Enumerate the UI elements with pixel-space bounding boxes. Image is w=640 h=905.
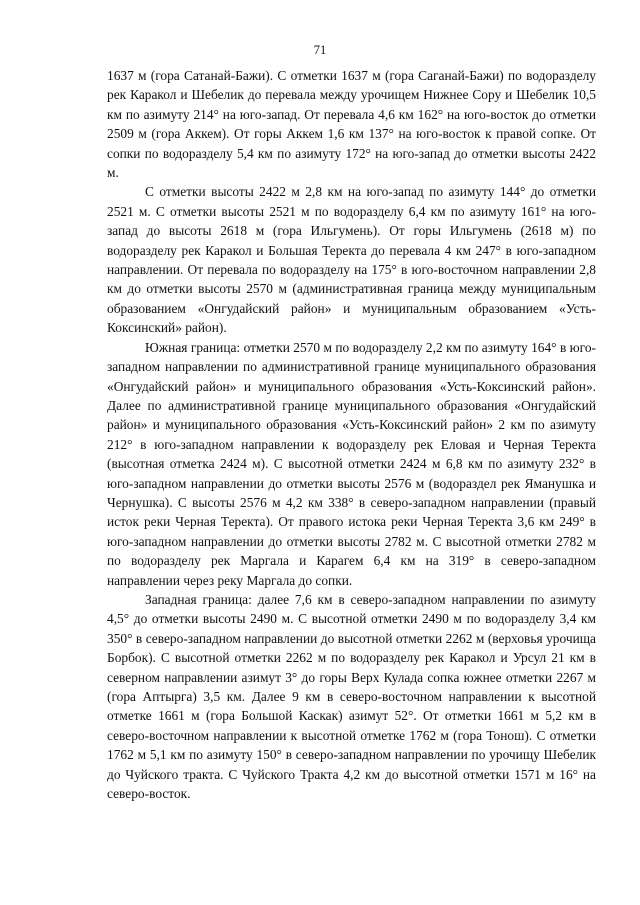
paragraph-continuation: 1637 м (гора Сатанай-Бажи). С отметки 1637 м (гора Саганай-Бажи) по водоразделу рек Каракол и Шебелик до перевала между урочищем Нижнее Сору и Шебелик 10,5 км по азимуту 214° на юго-запад. От перевала 4,6 км 162° на юго-восток до отметки 2509 м (гора Аккем). От горы Аккем 1,6 км 137° на юго-восток к правой сопке. От сопки по водоразделу 5,4 км по азимуту 172° на юго-запад до отметки высоты 2422 м. bbox=[107, 68, 596, 181]
paragraph-west-boundary: Западная граница: далее 7,6 км в северо-западном направлении по азимуту 4,5° до отметки высоты 2490 м. С высотной отметки 2490 м по водоразделу 3,4 км 350° в северо-западном направлении до высотной отметки 2262 м (верховья урочища Борбок). С высотной отметки 2262 м по водоразделу рек Каракол и Урсул 21 км в северном направлении азимут 3° до горы Верх Кулада сопка южнее отметки 2267 м (гора Аптырга) 3,5 км. Далее 9 км в северо-восточном направлении к высотной отметке 1661 м (гора Большой Каскак) азимут 52°. От отметки 1661 м 5,2 км в северо-восточном направлении к высотной отметке 1762 м (гора Тонош). С отметки 1762 м 5,1 км по азимуту 150° в северо-западном направлении по урочищу Шебелик до Чуйского тракта. С Чуйского Тракта 4,2 км до высотной отметки 1571 м 16° на северо-восток. bbox=[107, 591, 596, 802]
page-number: 71 bbox=[313, 43, 327, 57]
paragraph-east-boundary: С отметки высоты 2422 м 2,8 км на юго-запад по азимуту 144° до отметки 2521 м. С отметки высоты 2521 м по водоразделу 6,4 км по азимуту 161° на юго-запад до высоты 2618 м (гора Ильгумень). От горы Ильгумень (2618 м) по водоразделу рек Каракол и Большая Теректа до перевала 4 км 247° в юго-западном направлении. От перевала по водоразделу на 175° в юго-восточном направлении 2,8 км до отметки высоты 2570 м (административная граница между муниципальным образованием «Онгудайский район» и муниципальным образованием «Усть-Коксинский» район). bbox=[107, 184, 596, 336]
paragraph-south-boundary: Южная граница: отметки 2570 м по водоразделу 2,2 км по азимуту 164° в юго-западном направлении по административной границе муниципального образования «Онгудайский район» и муниципального образования «Усть-Коксинский район». Далее по административной границе муниципального образования «Онгудайский район» и муниципального образования «Усть-Коксинский район» 2 км по азимуту 212° в юго-западном направлении к водоразделу рек Еловая и Черная Теректа (высотная отметка 2424 м). С высотной отметки 2424 м 6,8 км по азимуту 232° в юго-западном направлении до отметки высоты 2576 м (водораздел рек Яманушка и Чернушка). С высоты 2576 м 4,2 км 338° в северо-западном направлении (правый исток реки Черная Теректа). От правого истока реки Черная Теректа 3,6 км 249° в юго-западном направлении до отметки высоты 2782 м. С высотной отметки 2782 м по водоразделу рек Маргала и Карагем 6,4 км на 319° в северо-западном направлении через реку Маргала до сопки. bbox=[107, 339, 596, 588]
document-body bbox=[107, 66, 596, 803]
